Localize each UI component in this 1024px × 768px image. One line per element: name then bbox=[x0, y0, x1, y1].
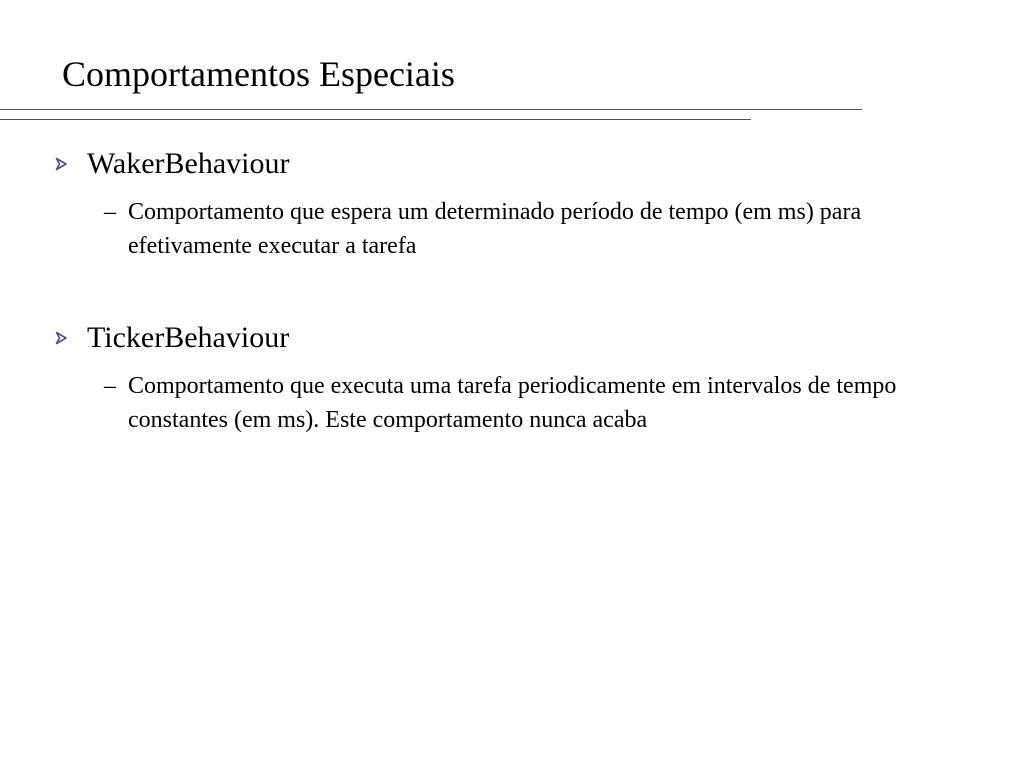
arrow-bullet-icon bbox=[55, 157, 68, 171]
slide-title: Comportamentos Especiais bbox=[62, 54, 455, 94]
sub-bullet bbox=[104, 195, 944, 263]
title-divider-top bbox=[0, 109, 862, 110]
title-divider-bottom bbox=[0, 119, 751, 120]
sub-bullet bbox=[104, 369, 944, 437]
sub-bullet-marker: – bbox=[104, 199, 116, 225]
bullet-heading: WakerBehaviour bbox=[87, 147, 290, 180]
sub-bullet-marker: – bbox=[104, 373, 116, 399]
arrow-bullet-icon bbox=[55, 331, 68, 345]
sub-bullet-text: Comportamento que executa uma tarefa periodicamente em intervalos de tempo constantes (em ms). Este comportamento nunca acaba bbox=[128, 373, 897, 433]
bullet-heading: TickerBehaviour bbox=[87, 321, 290, 354]
sub-bullet-text: Comportamento que espera um determinado período de tempo (em ms) para efetivamente executar a tarefa bbox=[128, 199, 862, 259]
